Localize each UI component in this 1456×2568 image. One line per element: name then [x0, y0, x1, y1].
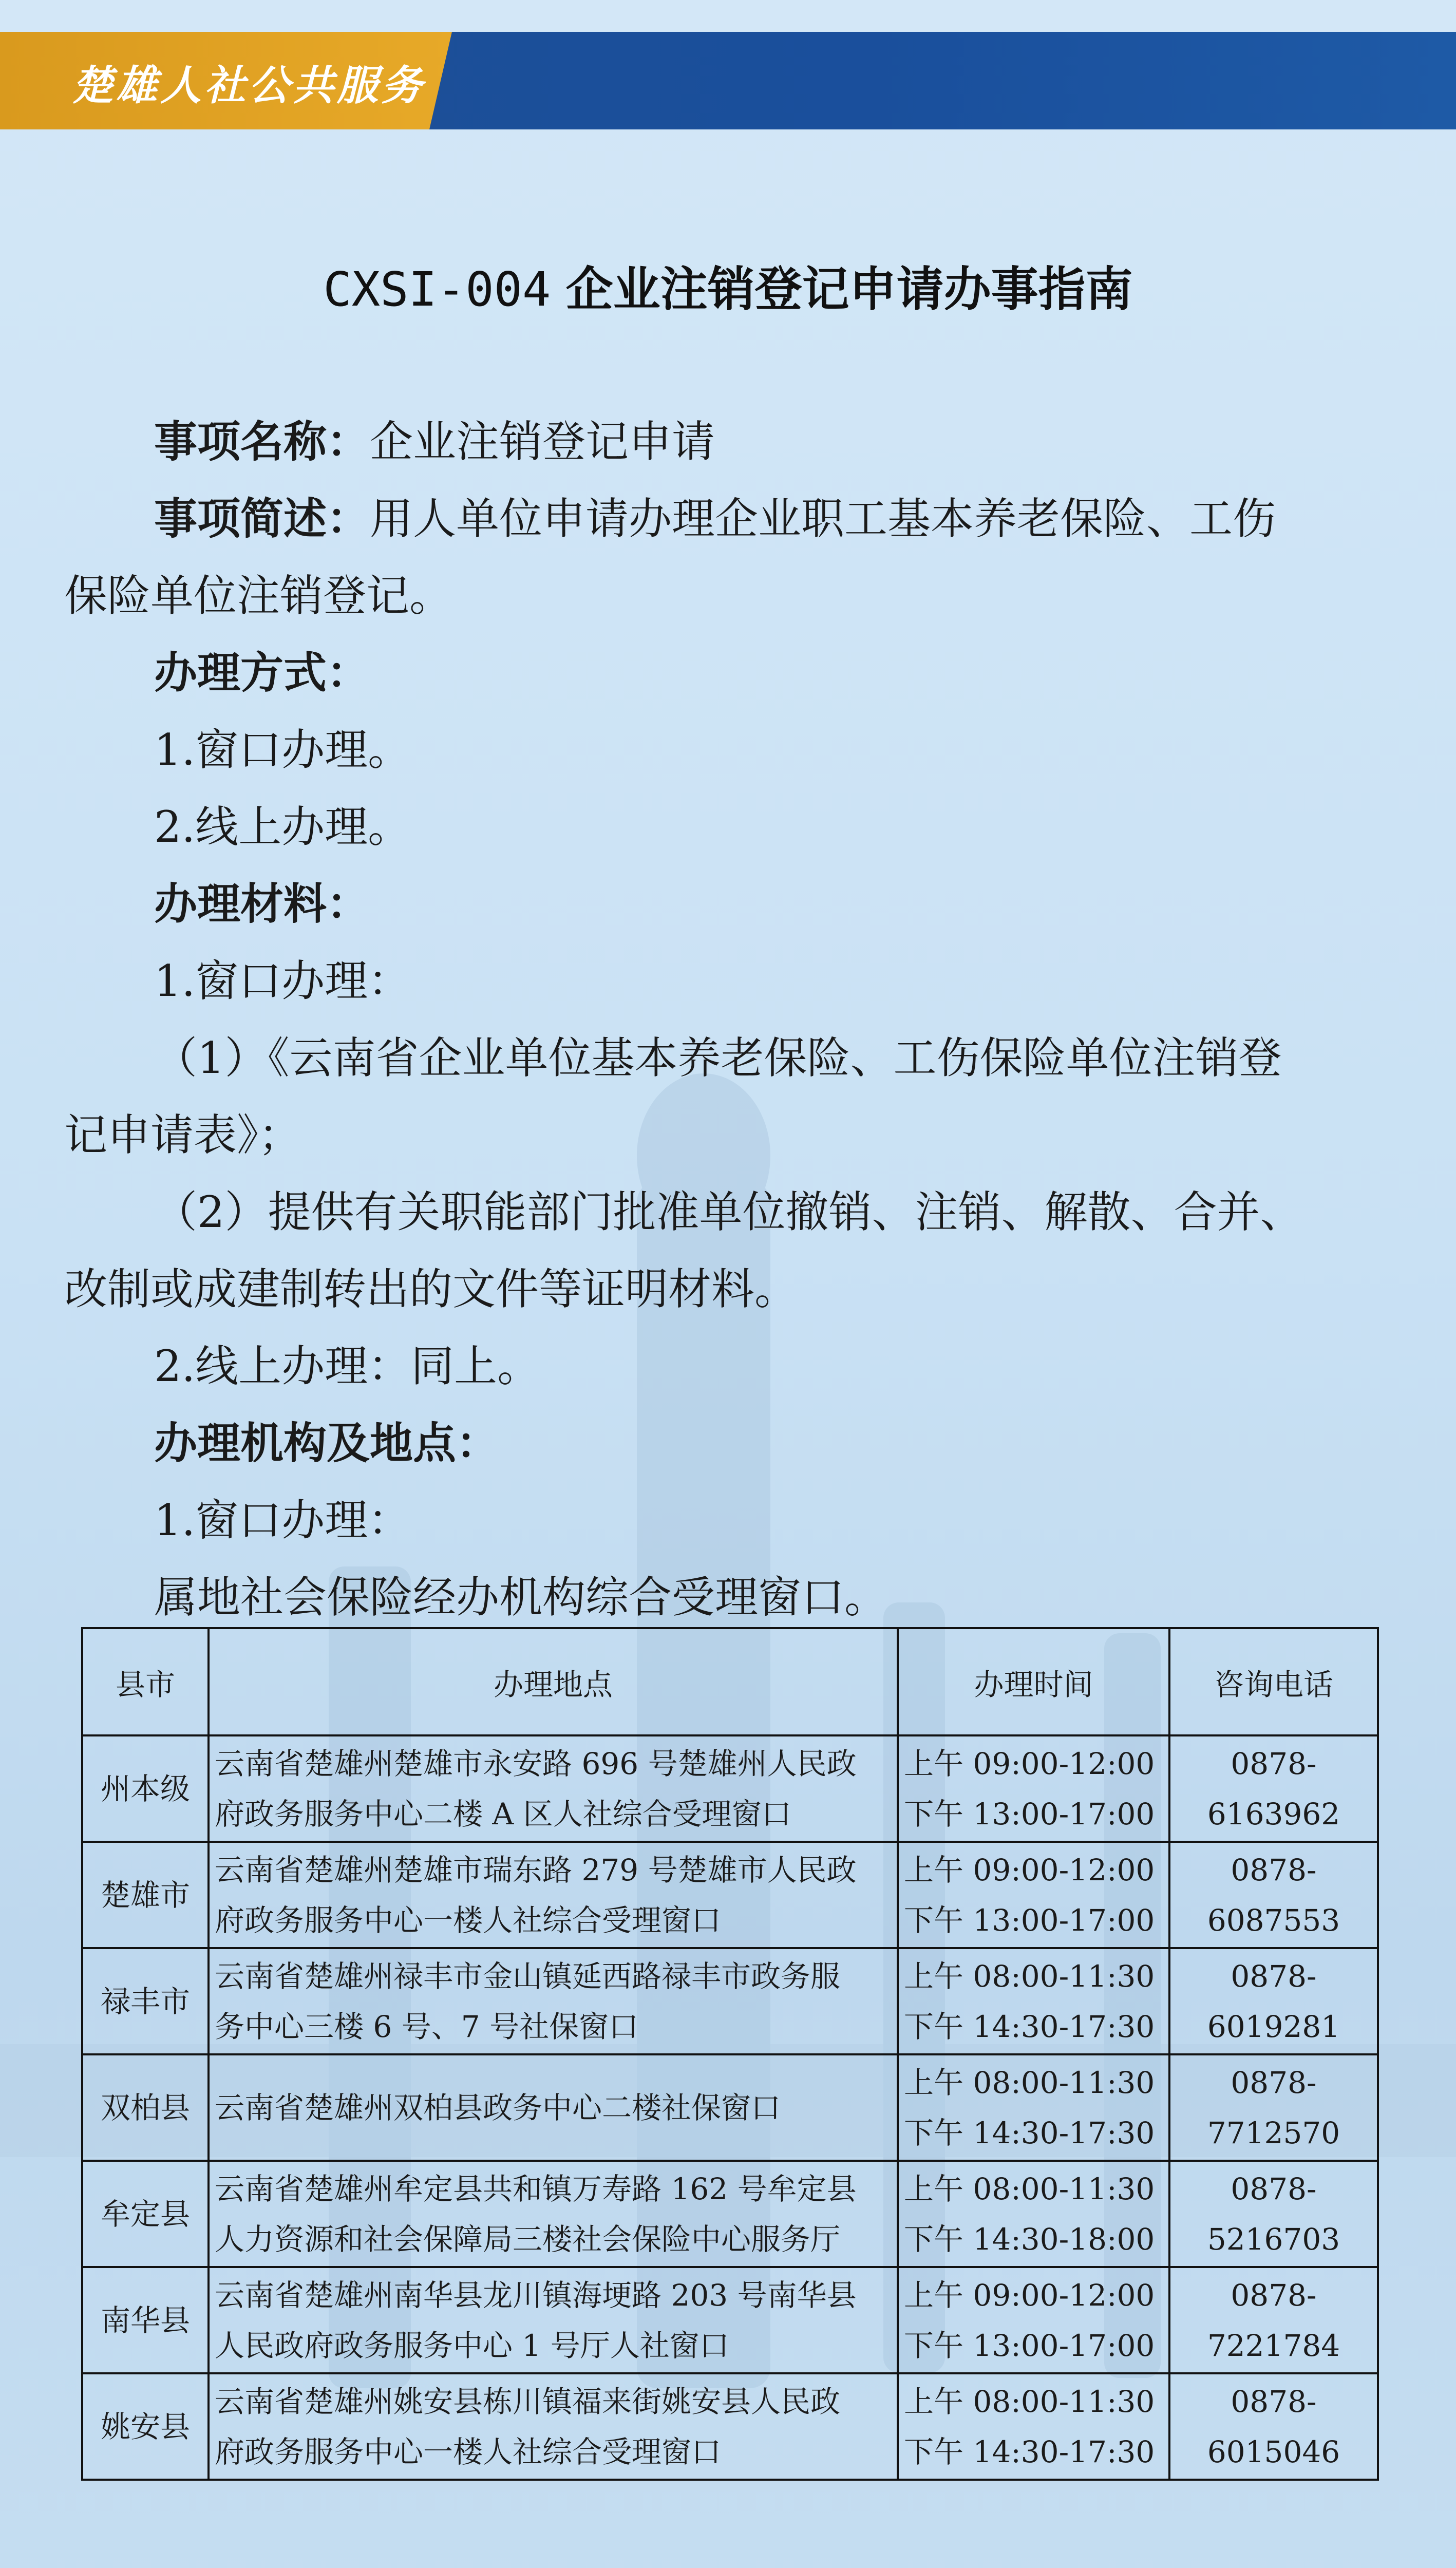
summary-label: 事项简述： [154, 494, 370, 544]
cell-address [209, 2161, 898, 2267]
item-name-line [154, 403, 715, 480]
cell-county: 州本级 [82, 1735, 209, 1842]
table-row [82, 2161, 1378, 2267]
cell-time [898, 2161, 1169, 2267]
office-table [81, 1627, 1379, 2481]
table-row [82, 2054, 1378, 2161]
address-line: 府政务服务中心一楼人社综合受理窗口 [215, 2434, 722, 2469]
document-title [0, 252, 1456, 319]
cell-address [209, 1842, 898, 1948]
summary-line-1 [154, 480, 1276, 557]
address-line: 云南省楚雄州楚雄市永安路 696 号楚雄州人民政 [215, 1746, 857, 1781]
cell-time [898, 2373, 1169, 2480]
cell-address [209, 2267, 898, 2373]
materials-label: 办理材料： [154, 879, 370, 929]
table-header-row [82, 1628, 1378, 1735]
cell-time [898, 1842, 1169, 1948]
item-name-value: 企业注销登记申请 [370, 417, 715, 467]
cell-county: 牟定县 [82, 2161, 209, 2267]
cell-county: 禄丰市 [82, 1948, 209, 2054]
address-line: 务中心三楼 6 号、7 号社保窗口 [215, 2009, 639, 2044]
item-name-label: 事项名称： [154, 417, 370, 467]
address-line: 人力资源和社会保障局三楼社会保险中心服务厅 [215, 2221, 841, 2257]
time-pm: 下午 14:30-17:30 [904, 2115, 1155, 2150]
time-pm: 下午 14:30-17:30 [904, 2009, 1155, 2044]
org-window: 1.窗口办理： [154, 1495, 411, 1545]
materials-item-2-line-1: （2）提供有关职能部门批准单位撤销、注销、解散、合并、 [154, 1187, 1303, 1237]
table-row [82, 1735, 1378, 1842]
brand-title: 楚雄人社公共服务 [72, 62, 425, 109]
time-am: 上午 09:00-12:00 [904, 2277, 1155, 2313]
time-pm: 下午 14:30-18:00 [904, 2221, 1155, 2257]
address-line: 云南省楚雄州禄丰市金山镇延西路禄丰市政务服 [215, 1958, 841, 1994]
cell-time [898, 1948, 1169, 2054]
cell-address [209, 2373, 898, 2480]
cell-address [209, 1948, 898, 2054]
cell-county: 姚安县 [82, 2373, 209, 2480]
header-address: 办理地点 [209, 1628, 898, 1735]
time-am: 上午 09:00-12:00 [904, 1746, 1155, 1781]
org-window-desc: 属地社会保险经办机构综合受理窗口。 [154, 1572, 888, 1622]
materials-online: 2.线上办理：同上。 [154, 1341, 541, 1391]
address-line: 云南省楚雄州牟定县共和镇万寿路 162 号牟定县 [215, 2171, 857, 2206]
time-pm: 下午 13:00-17:00 [904, 2328, 1155, 2363]
materials-window: 1.窗口办理： [154, 956, 411, 1006]
cell-phone: 0878-6163962 [1169, 1735, 1378, 1842]
cell-phone: 0878-7221784 [1169, 2267, 1378, 2373]
cell-address [209, 1735, 898, 1842]
time-am: 上午 08:00-11:30 [904, 2384, 1155, 2419]
time-pm: 下午 13:00-17:00 [904, 1796, 1155, 1831]
address-line: 云南省楚雄州南华县龙川镇海埂路 203 号南华县 [215, 2277, 857, 2313]
method-label: 办理方式： [154, 648, 370, 698]
header-county: 县市 [82, 1628, 209, 1735]
header-phone: 咨询电话 [1169, 1628, 1378, 1735]
time-am: 上午 09:00-12:00 [904, 1852, 1155, 1887]
document-code: CXSI-004 [323, 262, 551, 317]
header-banner [0, 32, 1456, 129]
address-line: 府政务服务中心一楼人社综合受理窗口 [215, 1902, 722, 1938]
address-line: 云南省楚雄州双柏县政务中心二楼社保窗口 [215, 2090, 781, 2125]
header-time: 办理时间 [898, 1628, 1169, 1735]
address-line: 人民政府政务服务中心 1 号厅人社窗口 [215, 2328, 729, 2363]
org-label: 办理机构及地点： [154, 1418, 500, 1468]
materials-item-2-line-2: 改制或成建制转出的文件等证明材料。 [64, 1264, 798, 1314]
cell-time [898, 2054, 1169, 2161]
time-am: 上午 08:00-11:30 [904, 2065, 1155, 2100]
cell-phone: 0878-5216703 [1169, 2161, 1378, 2267]
cell-address [209, 2054, 898, 2161]
table-row [82, 1842, 1378, 1948]
cell-phone: 0878-6015046 [1169, 2373, 1378, 2480]
table-row [82, 1948, 1378, 2054]
time-am: 上午 08:00-11:30 [904, 2171, 1155, 2206]
cell-time [898, 1735, 1169, 1842]
cell-county: 双柏县 [82, 2054, 209, 2161]
address-line: 府政务服务中心二楼 A 区人社综合受理窗口 [215, 1796, 791, 1831]
method-window: 1.窗口办理。 [154, 725, 411, 775]
summary-text-1: 用人单位申请办理企业职工基本养老保险、工伤 [370, 494, 1276, 544]
time-am: 上午 08:00-11:30 [904, 1958, 1155, 1994]
materials-item-1-line-1: （1）《云南省企业单位基本养老保险、工伤保险单位注销登 [154, 1033, 1282, 1083]
cell-county: 南华县 [82, 2267, 209, 2373]
cell-phone: 0878-7712570 [1169, 2054, 1378, 2161]
cell-phone: 0878-6019281 [1169, 1948, 1378, 2054]
cell-time [898, 2267, 1169, 2373]
summary-line-2: 保险单位注销登记。 [64, 571, 453, 621]
address-line: 云南省楚雄州楚雄市瑞东路 279 号楚雄市人民政 [215, 1852, 857, 1887]
time-pm: 下午 14:30-17:30 [904, 2434, 1155, 2469]
address-line: 云南省楚雄州姚安县栋川镇福来街姚安县人民政 [215, 2384, 841, 2419]
materials-item-1-line-2: 记申请表》； [64, 1110, 302, 1160]
cell-county: 楚雄市 [82, 1842, 209, 1948]
document-name: 企业注销登记申请办事指南 [565, 262, 1133, 317]
method-online: 2.线上办理。 [154, 802, 411, 852]
time-pm: 下午 13:00-17:00 [904, 1902, 1155, 1938]
cell-phone: 0878-6087553 [1169, 1842, 1378, 1948]
table-row [82, 2267, 1378, 2373]
table-row [82, 2373, 1378, 2480]
